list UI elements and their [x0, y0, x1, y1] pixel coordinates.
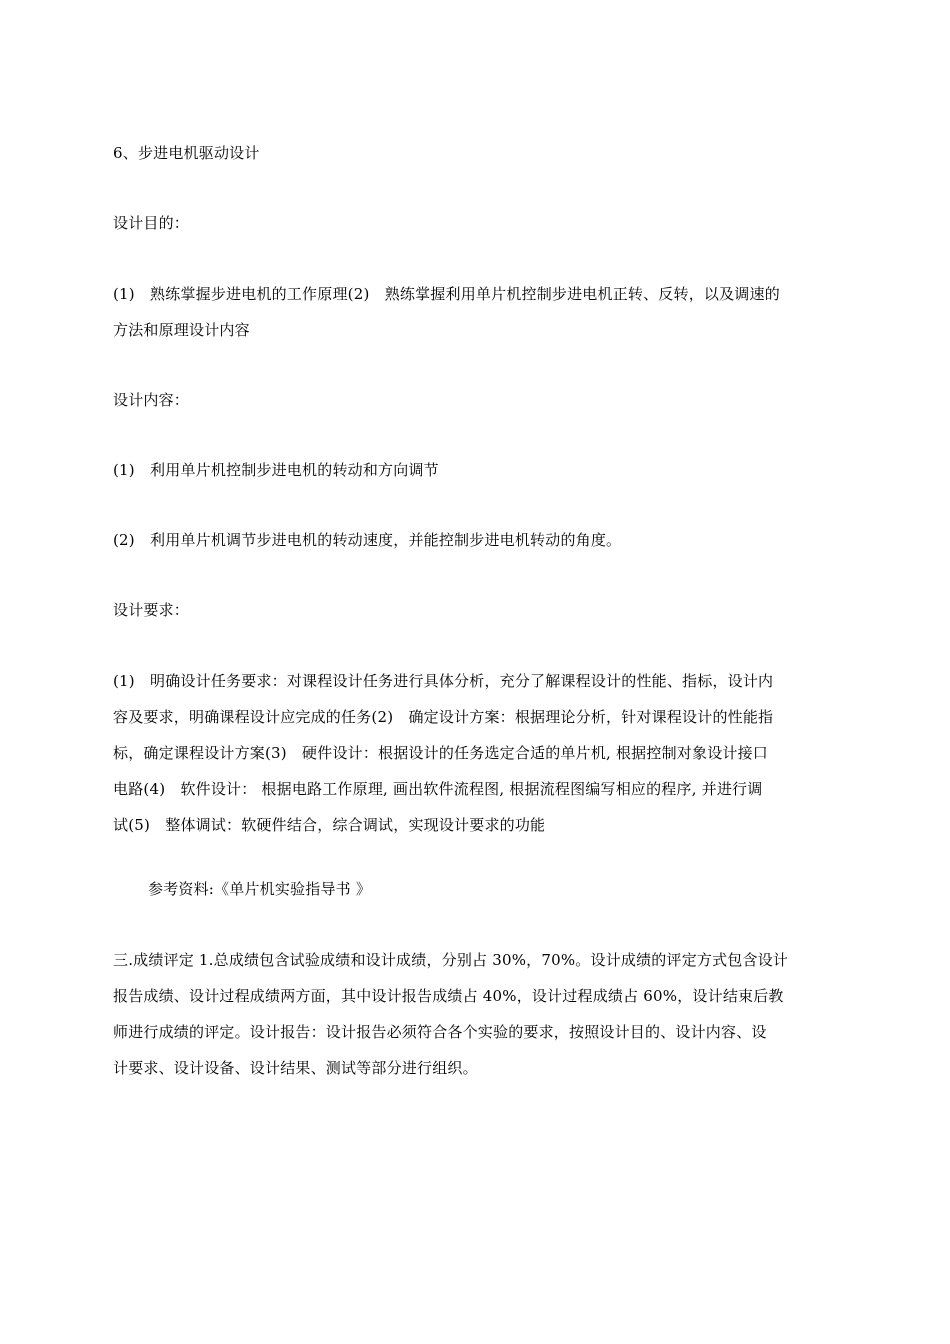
section-title: 6、步进电机驱动设计: [113, 144, 260, 162]
reference-line: 参考资料:《单片机实验指导书 》: [148, 880, 372, 898]
requirements-line: (1) 明确设计任务要求：对课程设计任务进行具体分析，充分了解课程设计的性能、指标，设计内: [113, 672, 774, 690]
grading-line: 报告成绩、设计过程成绩两方面，其中设计报告成绩占 40%，设计过程成绩占 60%，设计结束后教: [113, 987, 784, 1005]
grading-paragraph: [113, 942, 839, 1086]
requirements-line: 试(5) 整体调试：软硬件结合，综合调试，实现设计要求的功能: [113, 816, 546, 834]
purpose-paragraph: [113, 276, 839, 348]
content-item-1: (1) 利用单片机控制步进电机的转动和方向调节: [113, 461, 439, 479]
content-item-2: (2) 利用单片机调节步进电机的转动速度，并能控制步进电机转动的角度。: [113, 531, 622, 549]
grading-line: 计要求、设计设备、设计结果、测试等部分进行组织。: [113, 1059, 478, 1077]
requirements-line: 标，确定课程设计方案(3) 硬件设计：根据设计的任务选定合适的单片机, 根据控制对象设计接口: [113, 744, 768, 762]
requirements-heading: 设计要求：: [113, 601, 190, 619]
grading-line: 师进行成绩的评定。设计报告：设计报告必须符合各个实验的要求，按照设计目的、设计内容、设: [113, 1023, 767, 1041]
purpose-line: 方法和原理设计内容: [113, 321, 250, 339]
purpose-line: (1) 熟练掌握步进电机的工作原理(2) 熟练掌握利用单片机控制步进电机正转、反转，以及调速的: [113, 285, 780, 303]
grading-line: 三.成绩评定 1.总成绩包含试验成绩和设计成绩，分别占 30%，70%。设计成绩的评定方式包含设计: [113, 951, 789, 969]
content-heading: 设计内容：: [113, 391, 190, 409]
requirements-paragraph: [113, 663, 839, 843]
requirements-line: 容及要求，明确课程设计应完成的任务(2) 确定设计方案：根据理论分析，针对课程设计的性能指: [113, 708, 774, 726]
purpose-heading: 设计目的：: [113, 214, 190, 232]
requirements-line: 电路(4) 软件设计： 根据电路工作原理, 画出软件流程图, 根据流程图编写相应的程序, 并进行调: [113, 780, 763, 798]
